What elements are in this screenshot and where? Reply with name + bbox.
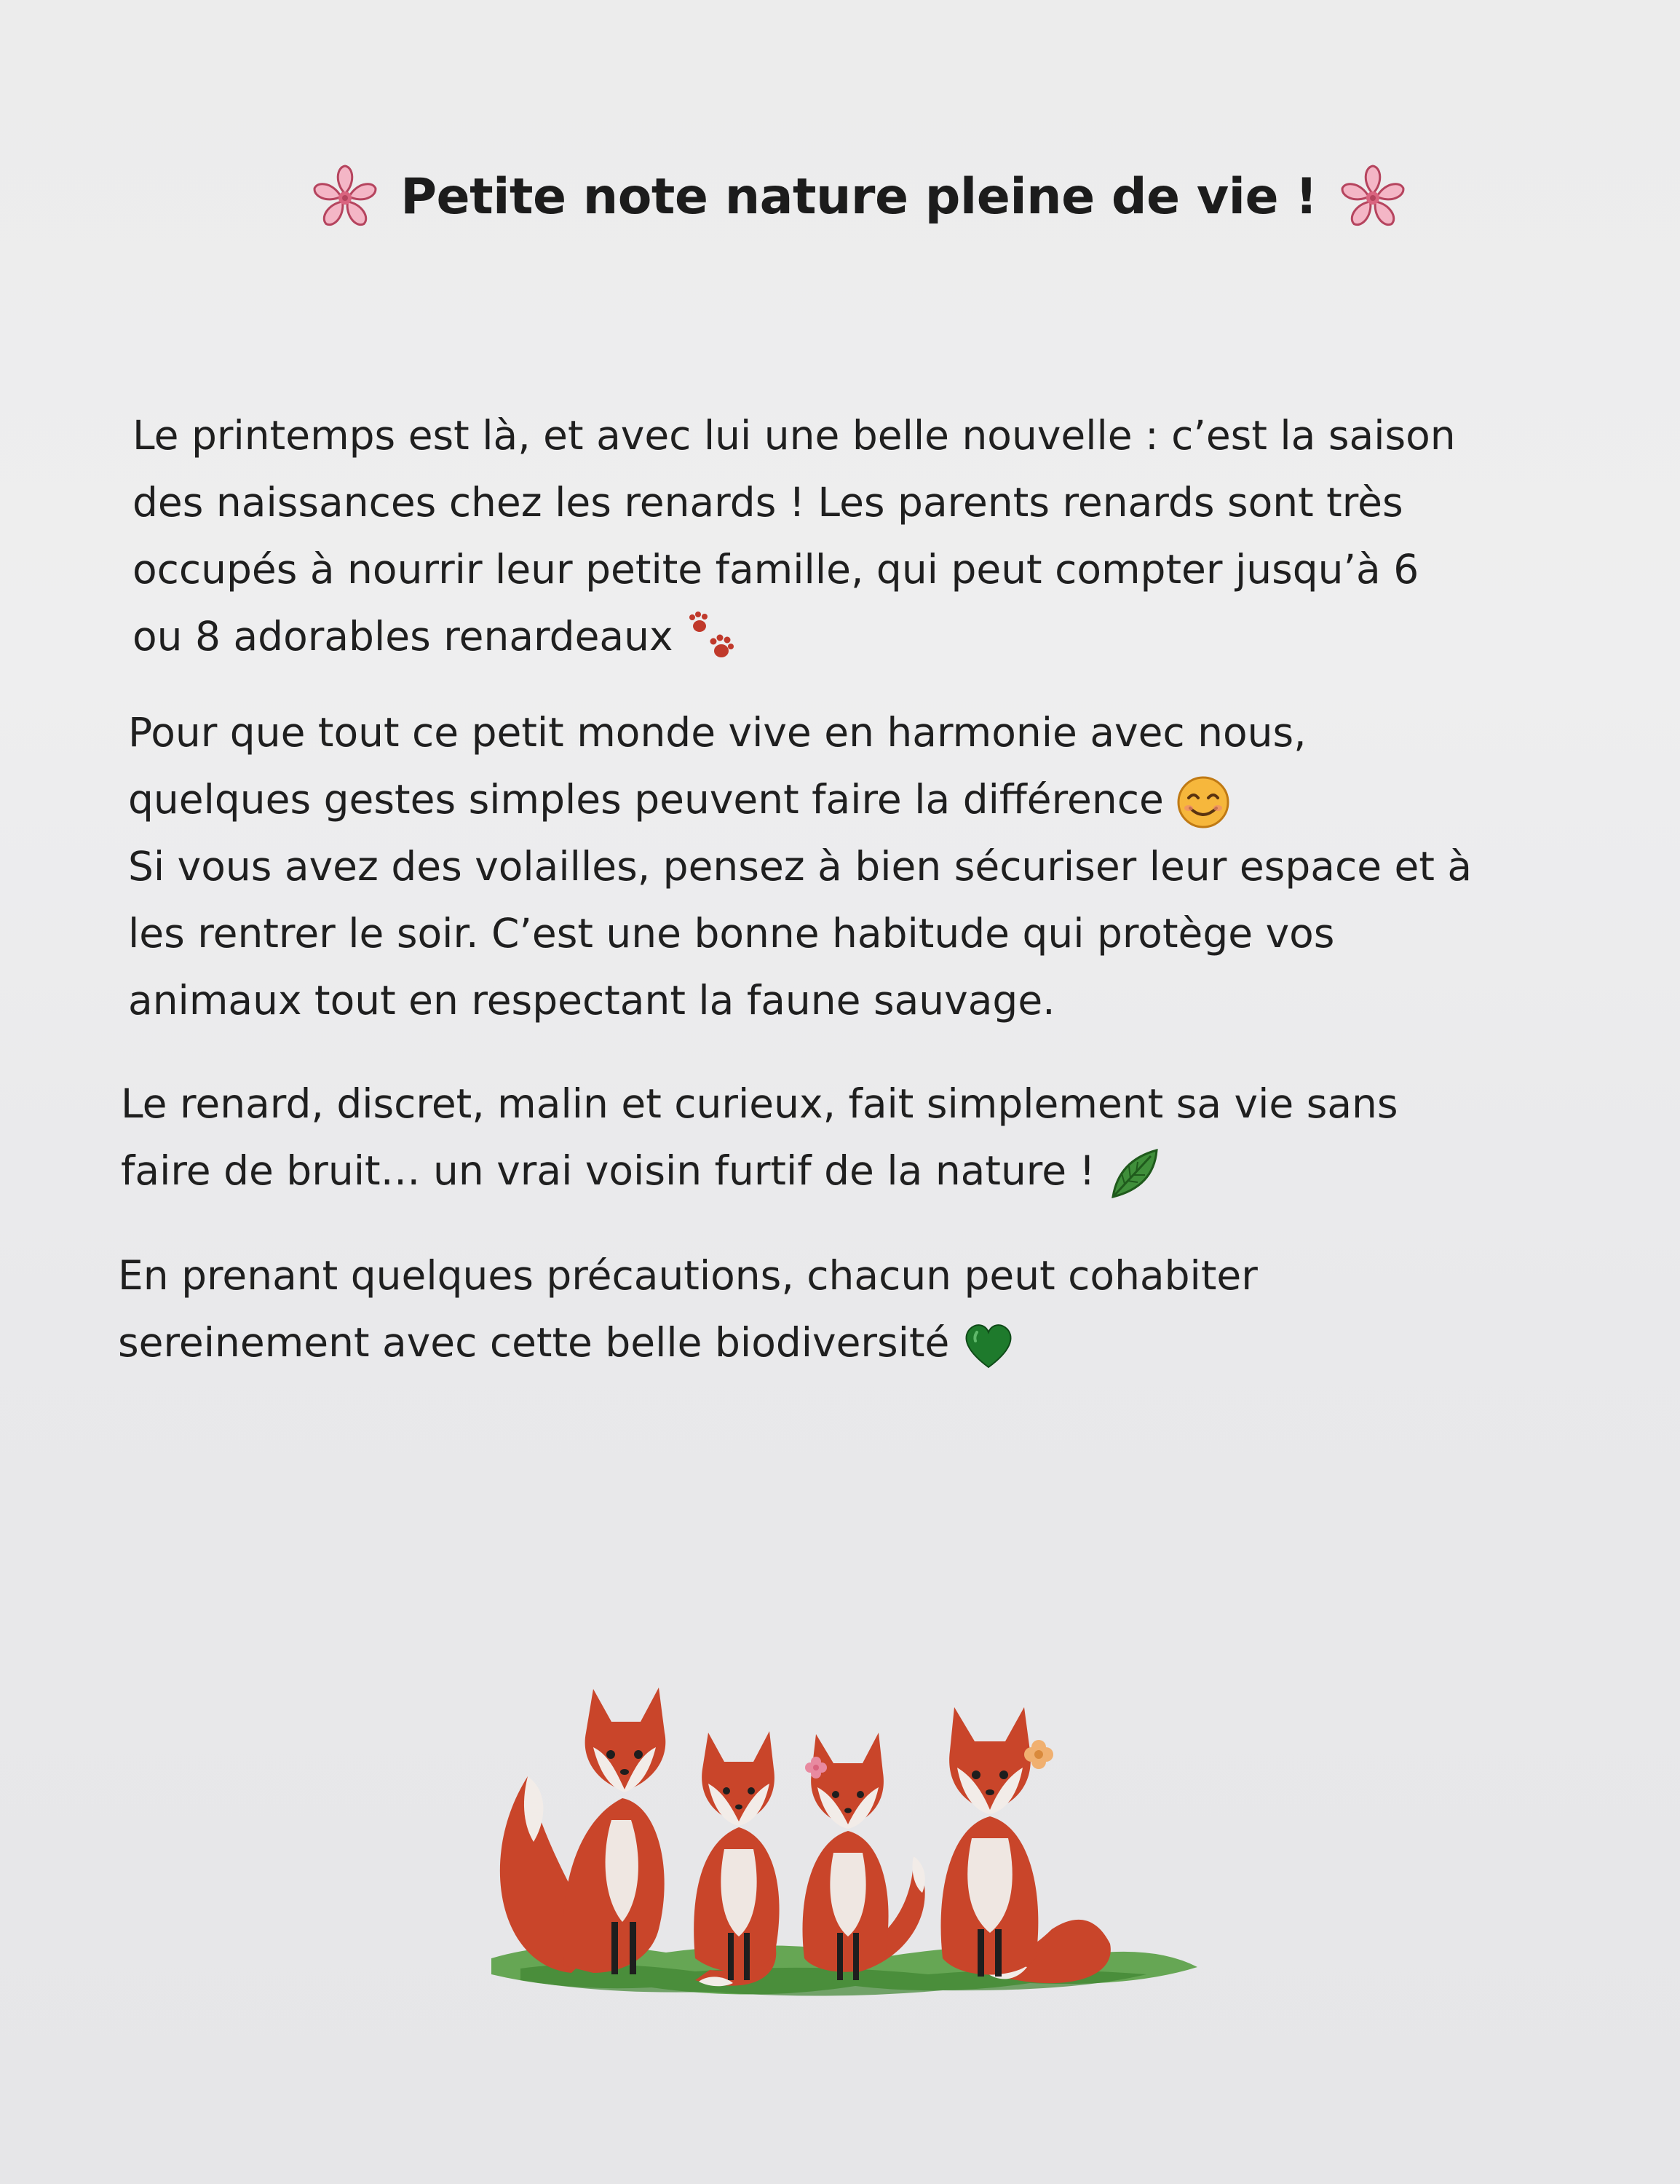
fox-4 — [941, 1707, 1111, 1983]
text-line: animaux tout en respectant la faune sauvage. — [128, 977, 1055, 1024]
paragraph-2 — [128, 699, 1606, 1034]
leaf-icon — [1106, 1144, 1164, 1203]
fox-1 — [500, 1688, 665, 1974]
text-line-with-icon — [121, 1137, 1598, 1204]
text-line-with-icon — [118, 1309, 1596, 1376]
paragraph-3 — [121, 1070, 1598, 1204]
text-line: ou 8 adorables renardeaux — [132, 613, 673, 660]
fox-family-illustration — [477, 1682, 1205, 2046]
text-line: Pour que tout ce petit monde vive en harmonie avec nous, — [128, 709, 1307, 756]
text-line: sereinement avec cette belle biodiversité — [118, 1319, 950, 1366]
text-line: En prenant quelques précautions, chacun peut cohabiter — [118, 1252, 1258, 1299]
paragraph-1 — [132, 402, 1610, 670]
paragraph-4 — [118, 1242, 1596, 1376]
text-line: faire de bruit… un vrai voisin furtif de la nature ! — [121, 1147, 1095, 1194]
text-line-with-icon — [132, 603, 1610, 670]
green-heart-icon — [959, 1316, 1018, 1374]
fox-2 — [694, 1731, 779, 1986]
text-line: Le renard, discret, malin et curieux, fait simplement sa vie sans — [121, 1080, 1398, 1127]
smiling-face-icon — [1174, 773, 1232, 831]
text-line: occupés à nourrir leur petite famille, qui peut compter jusqu’à 6 — [132, 546, 1419, 593]
text-line: Le printemps est là, et avec lui une belle nouvelle : c’est la saison — [132, 412, 1456, 459]
fox-3 — [803, 1733, 925, 1980]
text-line: quelques gestes simples peuvent faire la différence — [128, 776, 1164, 823]
page-title: Petite note nature pleine de vie ! — [400, 167, 1318, 226]
cherry-blossom-icon — [309, 160, 381, 233]
paw-prints-icon — [684, 610, 742, 668]
text-line: les rentrer le soir. C’est une bonne habitude qui protège vos — [128, 910, 1335, 957]
text-line: des naissances chez les renards ! Les parents renards sont très — [132, 479, 1403, 526]
cherry-blossom-icon — [1336, 160, 1409, 233]
text-line-with-icon — [128, 766, 1606, 833]
text-line: Si vous avez des volailles, pensez à bien sécuriser leur espace et à — [128, 843, 1473, 890]
title-row — [291, 153, 1427, 240]
